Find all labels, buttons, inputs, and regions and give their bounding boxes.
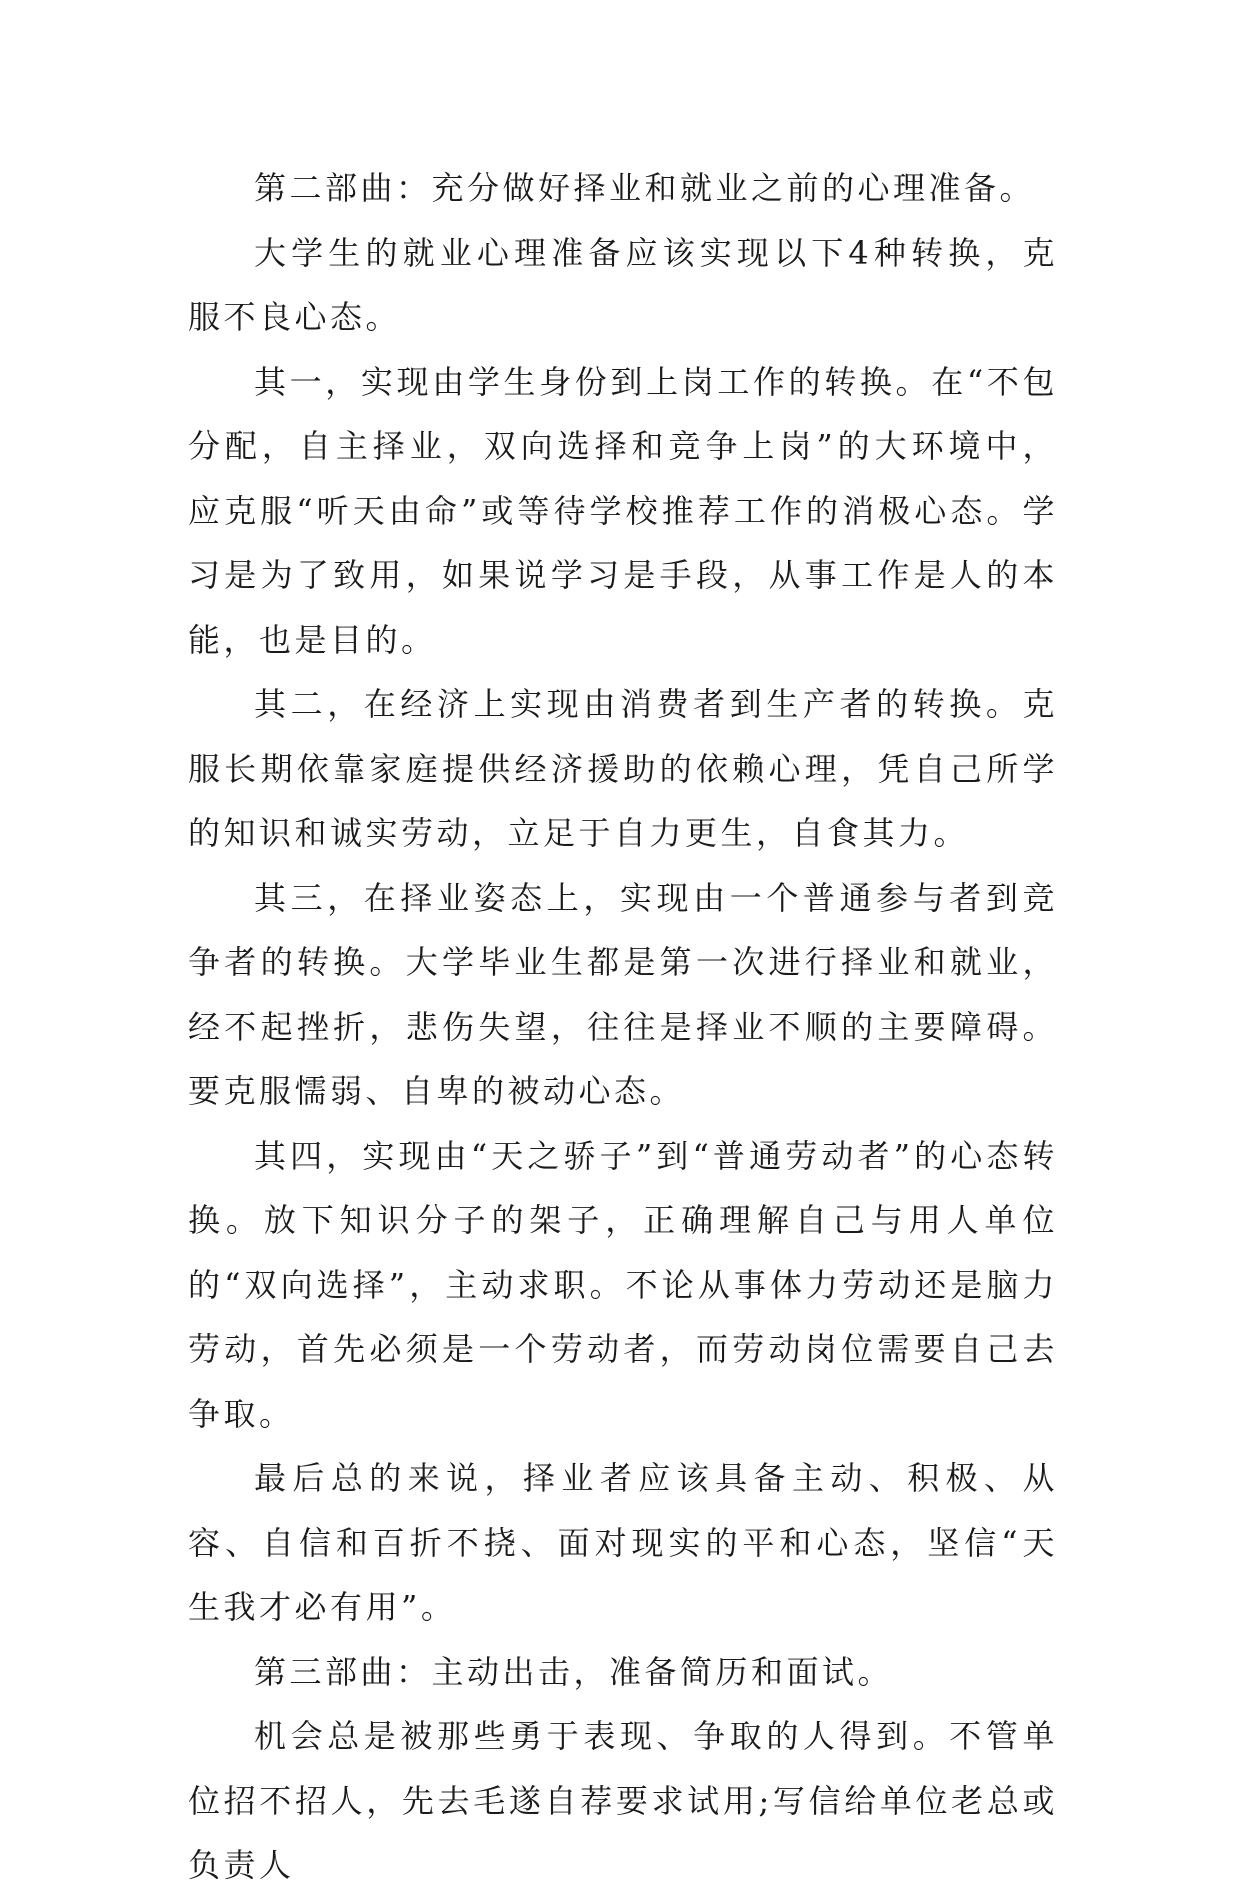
paragraph-opportunity: 机会总是被那些勇于表现、争取的人得到。不管单位招不招人，先去毛遂自荐要求试用;写信给单位老总或负责人 [188, 1717, 1058, 1884]
paragraph-intro: 大学生的就业心理准备应该实现以下4种转换，克服不良心态。 [188, 233, 1058, 336]
section-heading-part-two: 第二部曲：充分做好择业和就业之前的心理准备。 [254, 169, 1036, 207]
paragraph-point-two: 其二，在经济上实现由消费者到生产者的转换。克服长期依靠家庭提供经济援助的依赖心理，凭自己所学的知识和诚实劳动，立足于自力更生，自食其力。 [188, 685, 1058, 852]
section-heading-part-three: 第三部曲：主动出击，准备简历和面试。 [254, 1652, 894, 1691]
paragraph-point-one: 其一，实现由学生身份到上岗工作的转换。在“不包分配，自主择业，双向选择和竞争上岗”的大环境中，应克服“听天由命”或等待学校推荐工作的消极心态。学习是为了致用，如果说学习是手段，从事工作是人的本能，也是目的。 [188, 362, 1058, 659]
paragraph-point-three: 其三，在择业姿态上，实现由一个普通参与者到竞争者的转换。大学毕业生都是第一次进行择业和就业，经不起挫折，悲伤失望，往往是择业不顺的主要障碍。要克服懦弱、自卑的被动心态。 [188, 878, 1058, 1110]
document-body [188, 156, 1058, 1898]
paragraph-point-four: 其四，实现由“天之骄子”到“普通劳动者”的心态转换。放下知识分子的架子，正确理解自己与用人单位的“双向选择”，主动求职。不论从事体力劳动还是脑力劳动，首先必须是一个劳动者，而劳动岗位需要自己去争取。 [188, 1136, 1058, 1433]
paragraph-summary: 最后总的来说，择业者应该具备主动、积极、从容、自信和百折不挠、面对现实的平和心态，坚信“天生我才必有用”。 [188, 1459, 1058, 1626]
